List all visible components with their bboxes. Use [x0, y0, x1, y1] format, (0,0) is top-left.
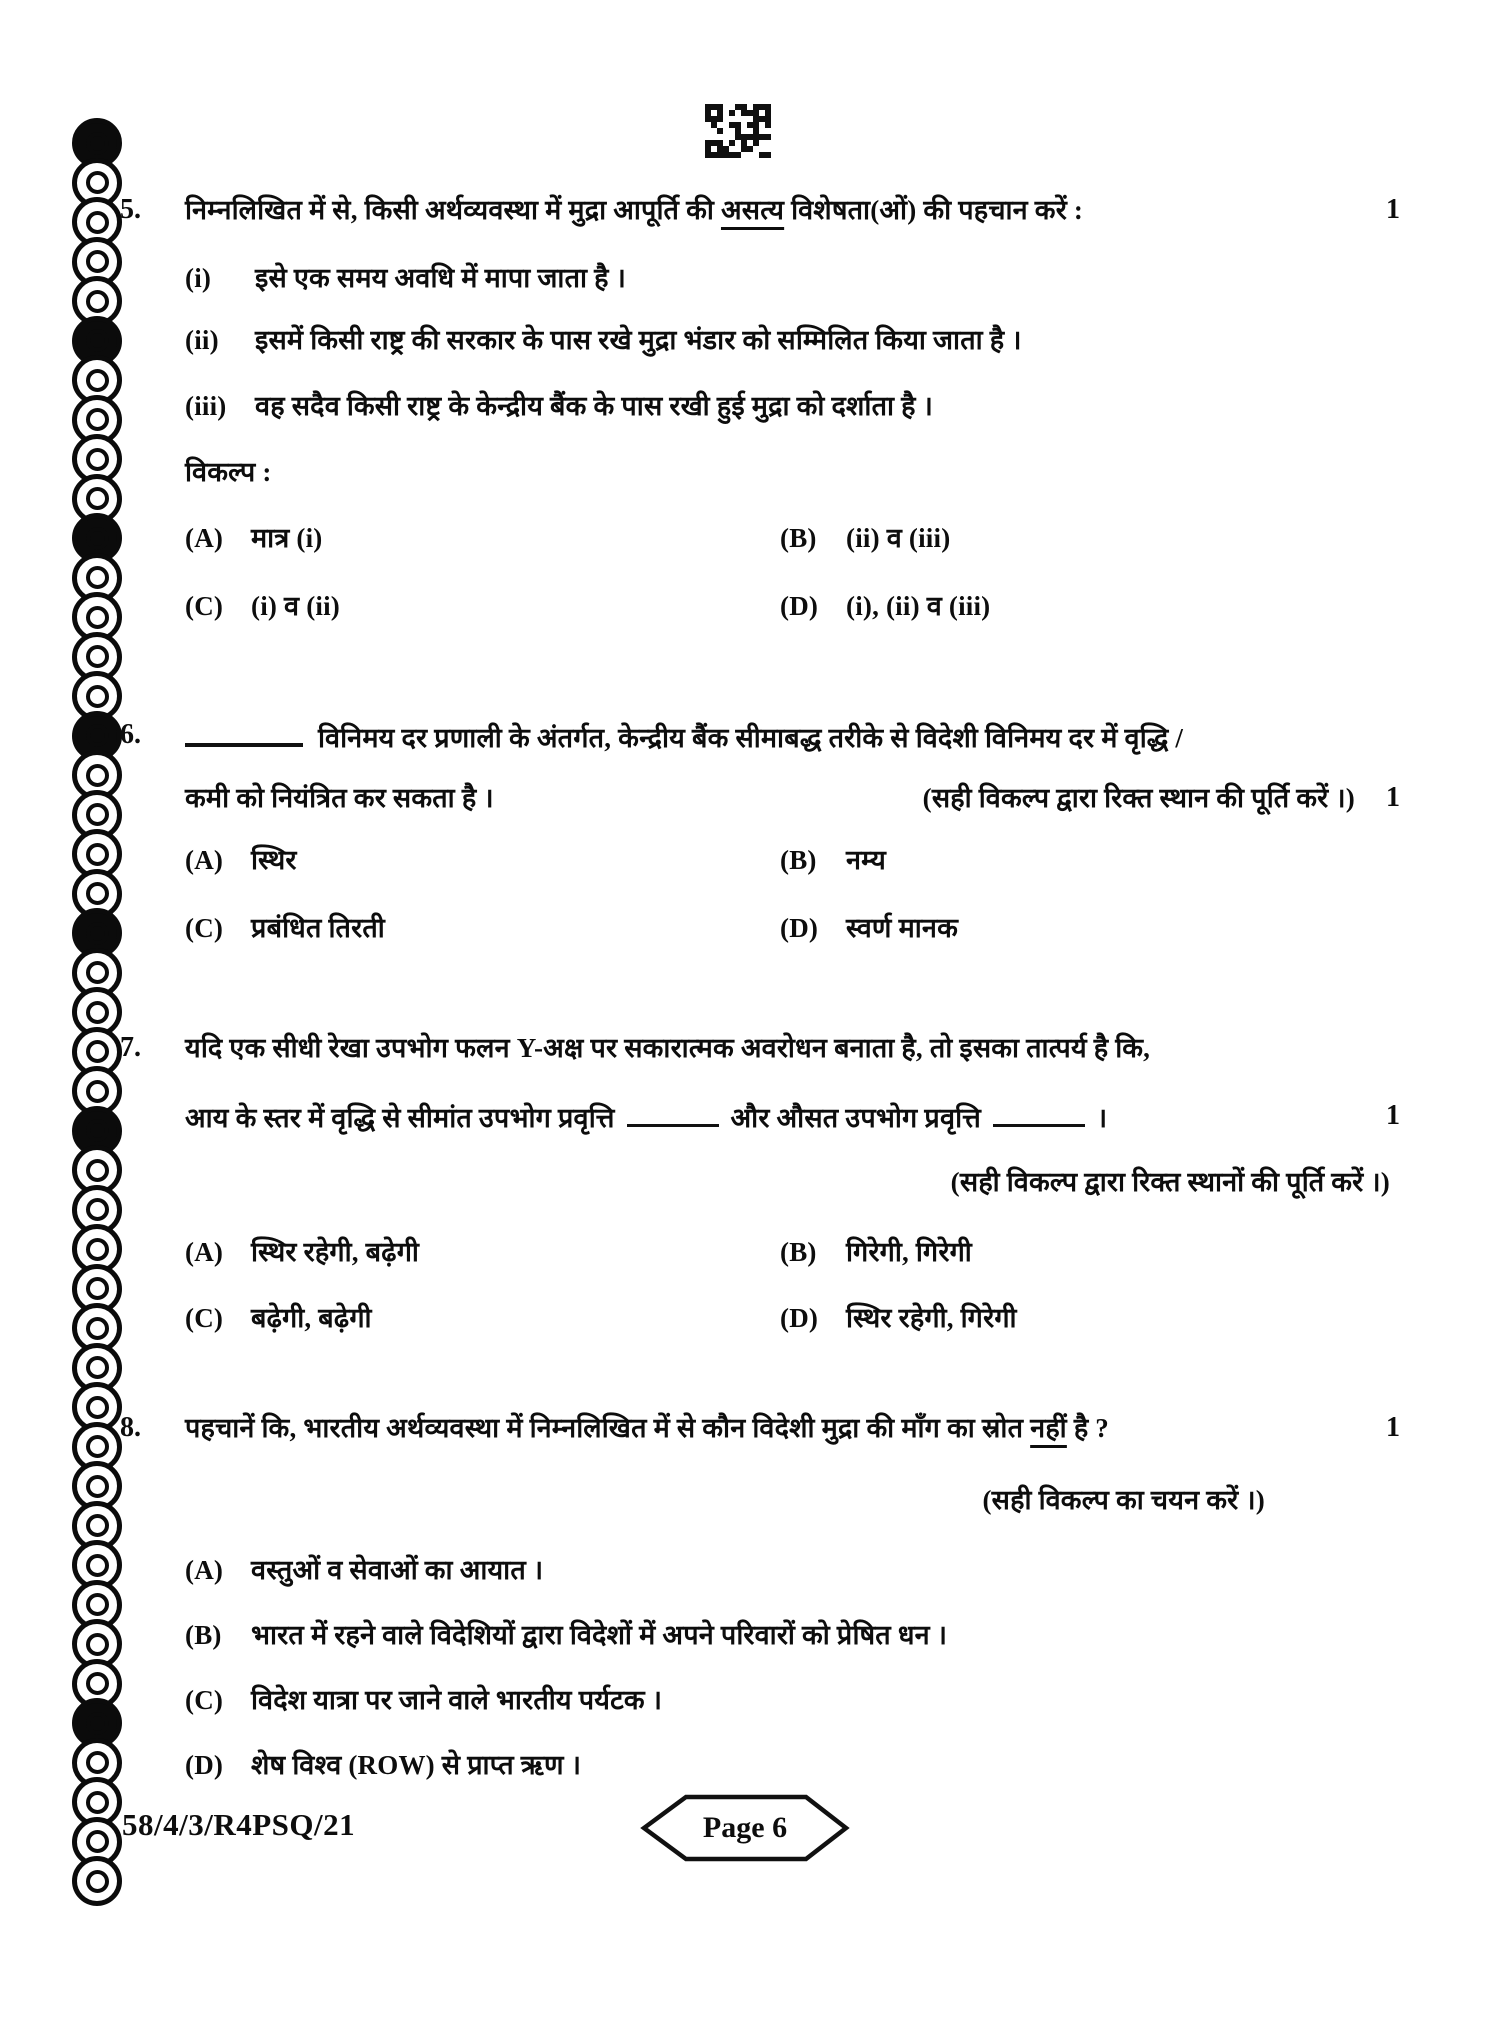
- question-7-option-d: [780, 1298, 1017, 1338]
- option-label: (C): [185, 1303, 224, 1333]
- question-6-number: 6.: [120, 719, 141, 750]
- option-label: (A): [185, 523, 224, 553]
- text-segment: निम्नलिखित में से, किसी अर्थव्यवस्था में मुद्रा आपूर्ति की: [185, 195, 721, 225]
- option-text: वस्तुओं व सेवाओं का आयात ।: [251, 1555, 544, 1585]
- option-text: (i), (ii) व (iii): [846, 591, 991, 621]
- question-5-number: 5.: [120, 194, 141, 225]
- page-number-hexagon: [638, 1792, 852, 1864]
- option-text: प्रबंधित तिरती: [251, 913, 385, 943]
- question-5-statement-iii: [185, 386, 933, 426]
- option-label: (B): [780, 1237, 817, 1267]
- question-5-text: [185, 190, 1083, 230]
- option-label: (D): [780, 913, 819, 943]
- question-8-text: [185, 1408, 1109, 1448]
- question-8-choose-hint: (सही विकल्प का चयन करें ।): [982, 1485, 1265, 1515]
- option-label: (B): [780, 523, 817, 553]
- text-segment: ।: [1089, 1103, 1108, 1133]
- option-label: (A): [185, 1237, 224, 1267]
- question-5-option-a: [185, 518, 322, 558]
- statement-text: इसे एक समय अवधि में मापा जाता है ।: [255, 263, 627, 293]
- question-7-option-a: [185, 1232, 419, 1272]
- question-6-marks: 1: [1386, 782, 1400, 813]
- question-6-option-a: [185, 840, 297, 880]
- question-5-statement-i: [185, 258, 626, 298]
- text-segment: आय के स्तर में वृद्धि से सीमांत उपभोग प्रवृत्ति: [185, 1103, 622, 1133]
- question-6-text: [185, 715, 1183, 758]
- question-5-options-heading: विकल्प :: [185, 457, 272, 487]
- option-text: स्थिर रहेगी, बढ़ेगी: [251, 1237, 420, 1267]
- question-8-option-d: [185, 1745, 581, 1785]
- question-6-text-line2: [185, 778, 1355, 818]
- question-8-number: 8.: [120, 1412, 141, 1443]
- paper-code: 58/4/3/R4PSQ/21: [122, 1807, 356, 1842]
- option-text: विदेश यात्रा पर जाने वाले भारतीय पर्यटक ।: [251, 1685, 663, 1715]
- option-text: स्थिर रहेगी, गिरेगी: [846, 1303, 1017, 1333]
- qr-cell: [765, 152, 771, 158]
- question-5-option-d: [780, 586, 990, 626]
- question-6-fill-hint: (सही विकल्प द्वारा रिक्त स्थान की पूर्ति करें ।): [922, 783, 1355, 813]
- question-7-option-c: [185, 1298, 372, 1338]
- question-6-option-d: [780, 908, 958, 948]
- question-6-line2-left: कमी को नियंत्रित कर सकता है ।: [185, 783, 494, 813]
- question-7-number: 7.: [120, 1032, 141, 1063]
- option-label: (D): [185, 1750, 224, 1780]
- option-text: गिरेगी, गिरेगी: [846, 1237, 972, 1267]
- option-text: नम्य: [846, 845, 887, 875]
- question-7-option-b: [780, 1232, 972, 1272]
- fill-in-blank: [185, 715, 303, 747]
- option-text: मात्र (i): [251, 523, 323, 553]
- text-segment: है ?: [1066, 1413, 1110, 1443]
- question-5-option-c: [185, 586, 340, 626]
- text-segment: विशेषता(ओं) की पहचान करें :: [784, 195, 1084, 225]
- text-segment: विनिमय दर प्रणाली के अंतर्गत, केन्द्रीय बैंक सीमाबद्ध तरीके से विदेशी विनिमय दर में वृद्धि /: [311, 723, 1184, 753]
- option-label: (B): [185, 1620, 222, 1650]
- qr-code: [705, 104, 771, 158]
- option-label: (C): [185, 591, 224, 621]
- question-8-option-c: [185, 1680, 662, 1720]
- question-7-fill-hint: (सही विकल्प द्वारा रिक्त स्थानों की पूर्ति करें ।): [950, 1167, 1390, 1197]
- question-8-marks: 1: [1386, 1412, 1400, 1443]
- text-segment: पहचानें कि, भारतीय अर्थव्यवस्था में निम्नलिखित में से कौन विदेशी मुद्रा की माँग का स्रोत: [185, 1413, 1031, 1443]
- option-label: (C): [185, 1685, 224, 1715]
- option-label: (D): [780, 591, 819, 621]
- binding-rings: [0, 0, 120, 2034]
- option-text: (ii) व (iii): [846, 523, 951, 553]
- page-number-label: Page 6: [702, 1811, 788, 1844]
- text-segment: और औसत उपभोग प्रवृत्ति: [723, 1103, 988, 1133]
- option-text: बढ़ेगी, बढ़ेगी: [251, 1303, 372, 1333]
- option-label: (C): [185, 913, 224, 943]
- question-7-marks: 1: [1386, 1100, 1400, 1131]
- question-6-option-b: [780, 840, 886, 880]
- fill-in-blank: [627, 1096, 719, 1127]
- option-text: भारत में रहने वाले विदेशियों द्वारा विदेशों में अपने परिवारों को प्रेषित धन ।: [251, 1620, 948, 1650]
- question-5-option-b: [780, 518, 950, 558]
- statement-text: वह सदैव किसी राष्ट्र के केन्द्रीय बैंक के पास रखी हुई मुद्रा को दर्शाता है ।: [255, 391, 934, 421]
- option-label: (B): [780, 845, 817, 875]
- statement-label: (ii): [185, 325, 219, 355]
- option-label: (D): [780, 1303, 819, 1333]
- option-text: स्थिर: [251, 845, 297, 875]
- question-5-marks: 1: [1386, 194, 1400, 225]
- question-6-option-c: [185, 908, 385, 948]
- option-label: (A): [185, 1555, 224, 1585]
- underlined-word: असत्य: [720, 195, 785, 225]
- question-5-statement-ii: [185, 320, 1022, 360]
- question-8-option-a: [185, 1550, 543, 1590]
- statement-text: इसमें किसी राष्ट्र की सरकार के पास रखे मुद्रा भंडार को सम्मिलित किया जाता है ।: [255, 325, 1022, 355]
- option-text: शेष विश्व (ROW) से प्राप्त ऋण ।: [251, 1750, 582, 1780]
- statement-label: (iii): [185, 391, 227, 421]
- binding-ring: [72, 1856, 122, 1906]
- underlined-word: नहीं: [1030, 1413, 1067, 1443]
- question-8-option-b: [185, 1615, 947, 1655]
- question-7-text: यदि एक सीधी रेखा उपभोग फलन Y-अक्ष पर सकारात्मक अवरोधन बनाता है, तो इसका तात्पर्य है कि,: [185, 1033, 1151, 1063]
- statement-label: (i): [185, 263, 212, 293]
- option-label: (A): [185, 845, 224, 875]
- fill-in-blank: [993, 1096, 1085, 1127]
- question-7-text-line2: [185, 1096, 1107, 1138]
- option-text: स्वर्ण मानक: [846, 913, 959, 943]
- option-text: (i) व (ii): [251, 591, 340, 621]
